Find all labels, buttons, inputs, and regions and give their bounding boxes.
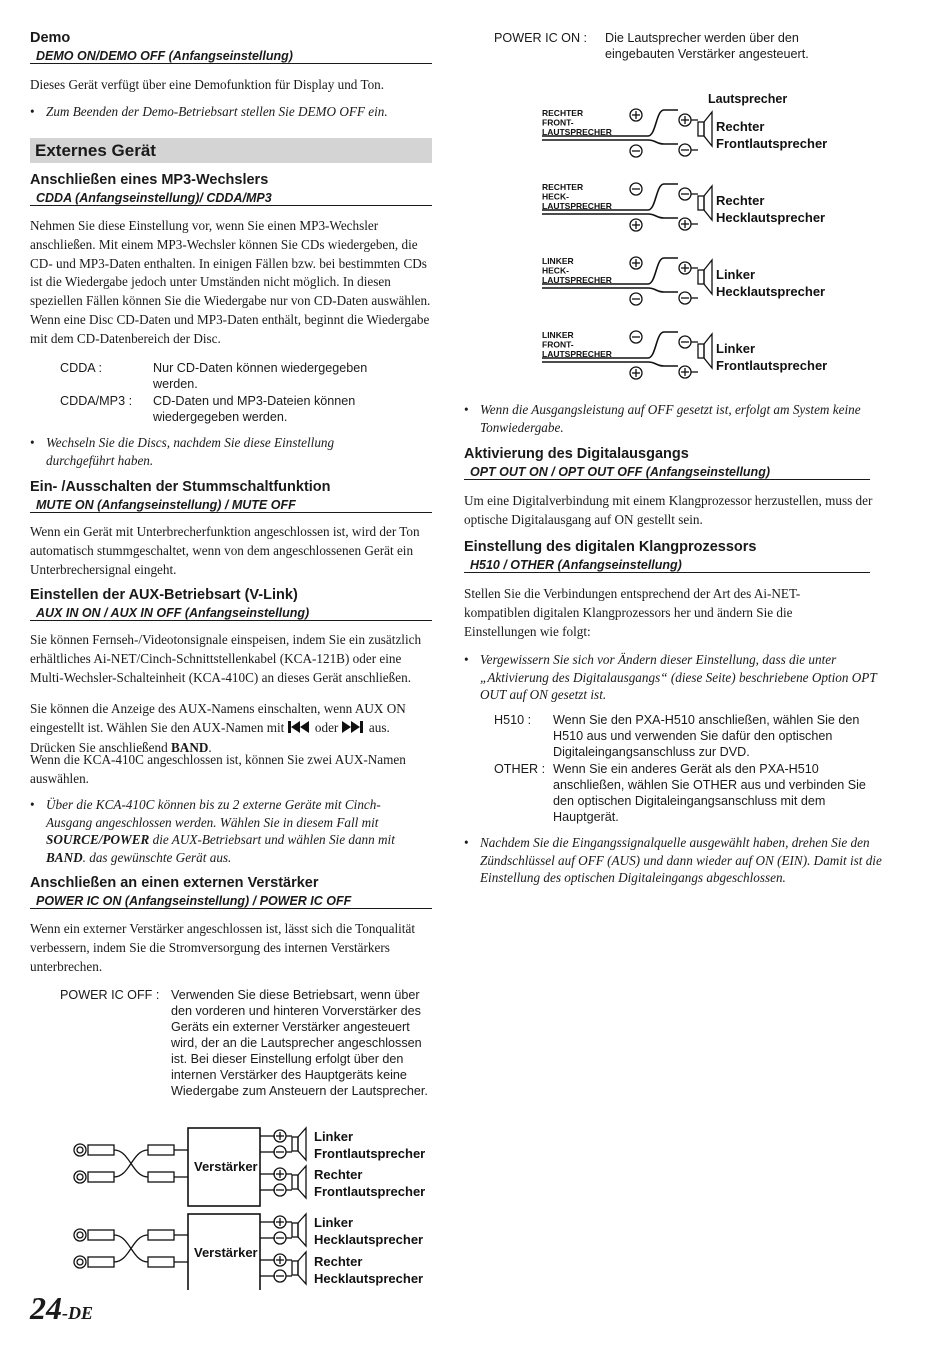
mp3-subtitle: CDDA (Anfangseinstellung)/ CDDA/MP3 (30, 191, 432, 206)
amp-spk-label: Frontlautsprecher (314, 1184, 426, 1199)
def-value: Nur CD-Daten können wiedergegeben werden. (153, 361, 368, 391)
wire-label: RECHTER (542, 108, 584, 118)
rca-plug-icon (74, 1144, 188, 1183)
speaker-icon (691, 334, 712, 372)
aux-band: BAND (171, 739, 209, 755)
wire (542, 288, 678, 292)
speaker-icon (691, 260, 712, 298)
speaker-label: Rechter (716, 193, 765, 208)
processor-bullet1: • Vergewissern Sie sich vor Ändern dieser Einstellung, dass die unter „Aktivierung des Digitalausgangs“ (diese Seite) beschriebene Option OPT OUT auf ON gesetzt ist. (464, 651, 890, 704)
def-power-ic-off (60, 987, 432, 1117)
page-number (30, 1290, 93, 1327)
wire-label: LAUTSPRECHER (542, 349, 612, 359)
wire (542, 362, 678, 366)
amp-spk-label: Hecklautsprecher (314, 1232, 424, 1247)
mute-title: Ein- /Ausschalten der Stummschaltfunktion (30, 479, 331, 495)
speaker-label: Frontlautsprecher (716, 136, 828, 151)
def-cdda (60, 360, 410, 394)
amp-text: Wenn ein externer Verstärker angeschlossen ist, lässt sich die Tonqualität verbessern, indem Sie die Stromversorgung des internen Verstärkers unterbrechen. (30, 921, 415, 974)
def-other (494, 761, 874, 827)
def-key: H510 : (494, 713, 532, 727)
amp-spk-label: Frontlautsprecher (314, 1146, 426, 1161)
amp-spk-label: Hecklautsprecher (314, 1271, 424, 1286)
plus-icon (679, 114, 691, 126)
aux-bullet-b: die AUX-Betriebsart und wählen Sie dann mit (152, 832, 395, 847)
processor-title: Einstellung des digitalen Klangprozessors (464, 539, 757, 555)
digital-subtitle: OPT OUT ON / OPT OUT OFF (Anfangseinstellung) (464, 465, 870, 480)
def-key: CDDA : (60, 361, 102, 375)
aux-text2b: aus. Drücken Sie anschließend (30, 719, 390, 755)
digital-text: Um eine Digitalverbindung mit einem Klangprozessor herzustellen, muss der optische Digitalausgang auf ON gestellt sein. (464, 493, 873, 527)
minus-icon (679, 292, 691, 304)
speaker-row (542, 108, 827, 157)
aux-bullet-src: SOURCE/POWER (46, 832, 150, 847)
page-number-value: 24 (30, 1290, 62, 1326)
wire-label: HECK- (542, 265, 569, 276)
def-value: Wenn Sie den PXA-H510 anschließen, wählen Sie den H510 aus und verwenden Sie dafür den optischen Digitaleingangsanschluss zur DVD. (553, 713, 860, 759)
plus-icon (630, 109, 642, 121)
def-value: CD-Daten und MP3-Dateien können wiedergegeben werden. (153, 394, 356, 424)
section-banner: Externes Gerät (30, 138, 432, 163)
digital-title: Aktivierung des Digitalausgangs (464, 446, 689, 462)
minus-icon (679, 336, 691, 348)
def-cdda-mp3 (60, 393, 410, 427)
aux-bullet-a: Über die KCA-410C können bis zu 2 externe Geräte mit Cinch-Ausgang angeschlossen werden. Wählen Sie in diesem Fall mit (46, 797, 381, 830)
minus-icon (679, 144, 691, 156)
wire-label: HECK- (542, 191, 569, 202)
minus-icon (630, 293, 642, 305)
prev-track-icon (288, 720, 312, 739)
aux-text1: Sie können Fernseh-/Videotonsignale einspeisen, indem Sie ein zusätzlich erhältliches Ai-NET/Cinch-Schnittstellenkabel (KCA-121B) oder eine Multi-Wechsler-Schalteinheit (KCA-410C) an dieses Gerät anschließen. (30, 632, 422, 685)
speaker-row (542, 330, 827, 379)
def-key: CDDA/MP3 : (60, 394, 133, 408)
def-key: OTHER : (494, 762, 546, 776)
wire-label: FRONT- (542, 339, 574, 350)
speaker-icon (691, 186, 712, 224)
wire-label: LAUTSPRECHER (542, 201, 612, 211)
amp-title: Anschließen an einen externen Verstärker (30, 875, 319, 891)
amp-spk-label: Linker (314, 1129, 354, 1144)
minus-icon (679, 188, 691, 200)
speaker-diagram-header: Lautsprecher (708, 92, 788, 106)
mp3-title: Anschließen eines MP3-Wechslers (30, 172, 269, 188)
plus-icon (679, 366, 691, 378)
def-value: Die Lautsprecher werden über den eingebauten Verstärker angesteuert. (605, 31, 809, 61)
amp-label-1: Verstärker (194, 1159, 258, 1174)
mute-subtitle: MUTE ON (Anfangseinstellung) / MUTE OFF (30, 498, 432, 513)
speaker-icon (691, 112, 712, 150)
def-value: Verwenden Sie diese Betriebsart, wenn über den vorderen und hinteren Vorverstärker des Geräts ein externer Verstärker angesteuert wird, der an die Lautsprecher angeschlossen ist. Bei dieser Einstellung erfolgt über den internen Verstärker des Hauptgeräts keine Wiedergabe zum Ansteuern der Lautsprecher. (171, 988, 428, 1098)
speaker-wiring-diagram (538, 88, 848, 388)
speaker-icon (274, 1128, 306, 1284)
speaker-label: Linker (716, 341, 756, 356)
aux-subtitle: AUX IN ON / AUX IN OFF (Anfangseinstellung) (30, 606, 432, 621)
demo-subtitle: DEMO ON/DEMO OFF (Anfangseinstellung) (30, 49, 432, 64)
aux-text2-or: oder (314, 719, 339, 735)
wire-label: LAUTSPRECHER (542, 275, 612, 285)
def-key: POWER IC OFF : (60, 988, 160, 1002)
def-h510 (494, 712, 874, 762)
plus-icon (630, 219, 642, 231)
plus-icon (679, 262, 691, 274)
amp-spk-label: Linker (314, 1215, 354, 1230)
wire (542, 214, 678, 218)
speaker-label: Linker (716, 267, 756, 282)
demo-text: Dieses Gerät verfügt über eine Demofunktion für Display und Ton. (30, 77, 385, 92)
def-key: POWER IC ON : (494, 31, 588, 45)
amp-spk-label: Rechter (314, 1254, 363, 1269)
speaker-row (542, 182, 825, 231)
speaker-label: Frontlautsprecher (716, 358, 828, 373)
speaker-label: Rechter (716, 119, 765, 134)
plus-icon (679, 218, 691, 230)
speaker-label: Hecklautsprecher (716, 284, 826, 299)
amp-subtitle: POWER IC ON (Anfangseinstellung) / POWER IC OFF (30, 894, 432, 909)
aux-title: Einstellen der AUX-Betriebsart (V-Link) (30, 587, 298, 603)
demo-bullet: • Zum Beenden der Demo-Betriebsart stellen Sie DEMO OFF ein. (30, 103, 432, 121)
aux-bullet (30, 796, 426, 866)
demo-title: Demo (30, 30, 71, 46)
output-off-bullet: • Wenn die Ausgangsleistung auf OFF gesetzt ist, erfolgt am System keine Tonwiedergabe. (464, 401, 890, 436)
minus-icon (630, 145, 642, 157)
wire (542, 140, 678, 144)
aux-text3: Wenn die KCA-410C angeschlossen ist, können Sie zwei AUX-Namen auswählen. (30, 752, 406, 786)
minus-icon (630, 331, 642, 343)
wire-label: LAUTSPRECHER (542, 127, 612, 137)
def-power-ic-on (494, 30, 884, 64)
mp3-text: Nehmen Sie diese Einstellung vor, wenn Sie einen MP3-Wechsler anschließen. Mit einem MP3-Wechsler können Sie CDs wiedergeben, die CD- und MP3-Daten enthalten. In einigen Fällen bzw. bei bestimmten CDs ist die Wiedergabe jedoch unter Umständen nicht möglich. In diesen speziellen Fällen können Sie die Wiedergabe nur von CD-Daten auswählen. Wenn eine Disc CD-Daten und MP3-Daten enthält, beginnt die Wiedergabe mit dem CD-Datenbereich der Disc. (30, 218, 431, 346)
aux-text2: Sie können die Anzeige des AUX-Namens einschalten, wenn AUX ON eingestellt ist. Wählen Sie den AUX-Namen mit oder aus. Drücken Sie anschließend BAND. (30, 701, 406, 755)
processor-text: Stellen Sie die Verbindungen entsprechend der Art des Ai-NET-kompatiblen digitalen Klangprozessors her und ändern Sie die Einstellungen wie folgt: (464, 586, 801, 639)
wire-label: LINKER (542, 256, 574, 266)
wire-label: RECHTER (542, 182, 584, 192)
wire-label: LINKER (542, 330, 574, 340)
amp-label-2: Verstärker (194, 1245, 258, 1260)
processor-bullet2: • Nachdem Sie die Eingangssignalquelle ausgewählt haben, drehen Sie den Zündschlüssel auf OFF (AUS) und dann wieder auf ON (EIN). Damit ist die Einstellung des optischen Digitaleingangs abgeschlossen. (464, 834, 890, 887)
speaker-label: Hecklautsprecher (716, 210, 826, 225)
processor-subtitle: H510 / OTHER (Anfangseinstellung) (464, 558, 870, 573)
aux-text2a: Sie können die Anzeige des AUX-Namens einschalten, wenn AUX ON eingestellt ist. Wählen Sie den AUX-Namen mit (30, 701, 406, 735)
amplifier-wiring-diagram (60, 1120, 450, 1290)
minus-icon (630, 183, 642, 195)
speaker-row (542, 256, 825, 305)
next-track-icon (342, 720, 366, 739)
aux-bullet-c: . das gewünschte Gerät aus. (82, 849, 232, 865)
aux-bullet-band: BAND (46, 849, 83, 865)
plus-icon (630, 257, 642, 269)
mute-text: Wenn ein Gerät mit Unterbrecherfunktion angeschlossen ist, wird der Ton automatisch stummgeschaltet, wenn von dem angeschlossenen Gerät ein Unterbrechersignal eingeht. (30, 524, 420, 577)
def-value: Wenn Sie ein anderes Gerät als den PXA-H510 anschließen, wählen Sie OTHER aus und verbinden Sie den optischen Digitaleingangsanschluss mit dem Hauptgerät. (553, 762, 866, 824)
wire-label: FRONT- (542, 117, 574, 128)
amp-spk-label: Rechter (314, 1167, 363, 1182)
plus-icon (630, 367, 642, 379)
mp3-bullet: • Wechseln Sie die Discs, nachdem Sie diese Einstellung durchgeführt haben. (30, 434, 382, 469)
page-number-suffix: -DE (62, 1303, 93, 1323)
